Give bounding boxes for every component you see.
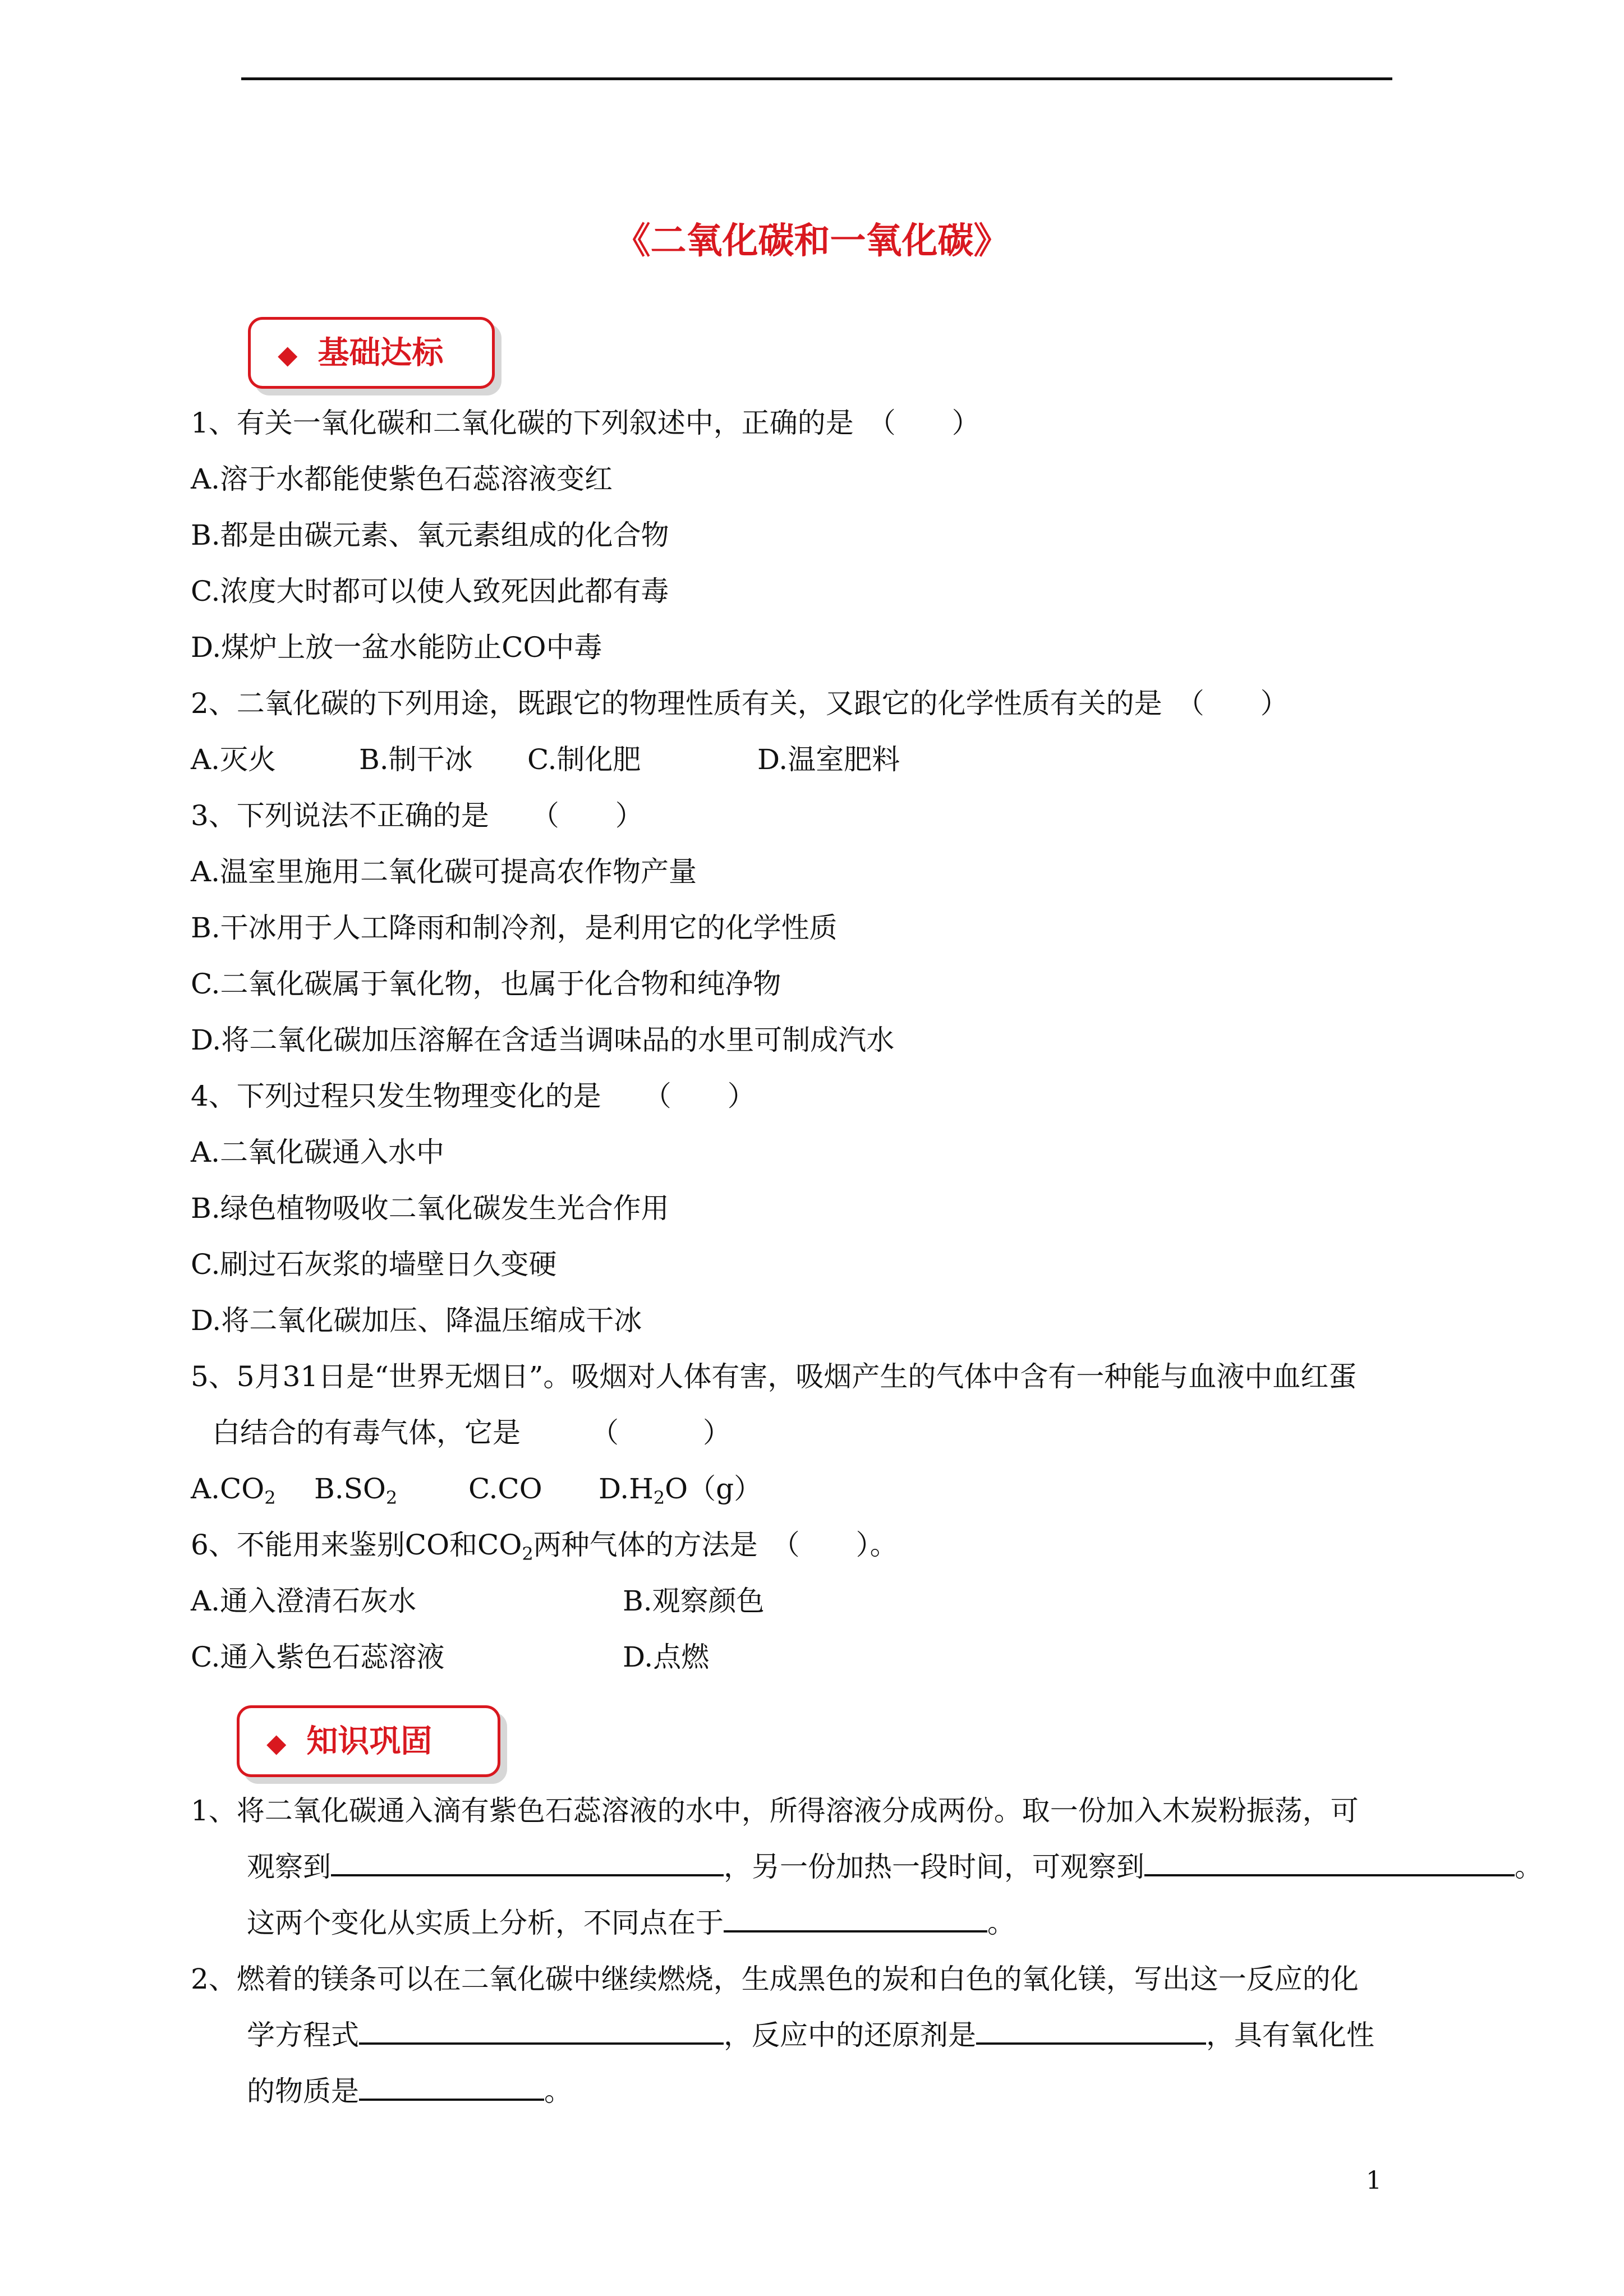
page-number: 1 xyxy=(1366,2166,1382,2195)
consolidate-1-line2: 观察到 ，另一份加热一段时间，可观察到 。 xyxy=(247,1840,1543,1894)
question-6-stem: 6、不能用来鉴别CO和$CO_2$两种气体的方法是 （ ）。 xyxy=(191,1529,898,1565)
question-4-option-c: C.刷过石灰浆的墙壁日久变硬 xyxy=(191,1248,557,1281)
question-6-options-row1 xyxy=(191,1574,765,1628)
question-1-stem: 1、有关一氧化碳和二氧化碳的下列叙述中，正确的是 （ ） xyxy=(191,407,980,439)
question-2-option-d: D.温室肥料 xyxy=(757,743,900,776)
question-3-stem: 3、下列说法不正确的是 （ ） xyxy=(191,799,643,832)
question-6-option-d: D.点燃 xyxy=(623,1641,710,1673)
section-label: 知识巩固 xyxy=(306,1723,433,1760)
question-6-options-row2 xyxy=(191,1630,709,1684)
answer-blank[interactable] xyxy=(331,1843,724,1876)
question-5-stem-line1: 5、5月31日是“世界无烟日”。吸烟对人体有害，吸烟产生的气体中含有一种能与血液中血红蛋 xyxy=(191,1360,1357,1393)
question-5-options xyxy=(191,1462,762,1525)
question-4-option-b: B.绿色植物吸收二氧化碳发生光合作用 xyxy=(191,1192,669,1225)
question-5-option-a: $A.CO_2$ xyxy=(191,1473,276,1508)
question-1-option-a: A.溶于水都能使紫色石蕊溶液变红 xyxy=(191,463,613,495)
question-3-option-a: A.温室里施用二氧化碳可提高农作物产量 xyxy=(191,855,697,888)
consolidate-2-line1: 2、燃着的镁条可以在二氧化碳中继续燃烧，生成黑色的炭和白色的氧化镁，写出这一反应的化 xyxy=(191,1963,1359,1995)
consolidate-1-line1: 1、将二氧化碳通入滴有紫色石蕊溶液的水中，所得溶液分成两份。取一份加入木炭粉振荡，可 xyxy=(191,1795,1359,1827)
question-3-option-c: C.二氧化碳属于氧化物，也属于化合物和纯净物 xyxy=(191,968,781,1000)
question-1-option-b: B.都是由碳元素、氧元素组成的化合物 xyxy=(191,519,669,551)
section-tag-consolidate xyxy=(237,1705,500,1777)
question-5-option-b: $B.SO_2$ xyxy=(314,1473,398,1508)
answer-blank[interactable] xyxy=(359,2067,544,2101)
question-6-option-a: A.通入澄清石灰水 xyxy=(191,1585,417,1617)
question-2-option-c: C.制化肥 xyxy=(527,743,641,776)
answer-blank[interactable] xyxy=(976,2011,1206,2045)
section-label: 基础达标 xyxy=(318,334,444,371)
question-2-option-a: A.灭火 xyxy=(191,743,277,776)
question-5-option-d: $D.H_2O(g)$ xyxy=(599,1473,762,1508)
consolidate-2-line3: 的物质是 。 xyxy=(247,2064,572,2118)
question-2-option-b: B.制干冰 xyxy=(359,743,473,776)
question-3-option-d: D.将二氧化碳加压溶解在含适当调味品的水里可制成汽水 xyxy=(191,1024,895,1056)
question-6-option-c: C.通入紫色石蕊溶液 xyxy=(191,1641,445,1673)
question-1-option-d: D.煤炉上放一盆水能防止CO中毒 xyxy=(191,631,602,664)
question-1-option-c: C.浓度大时都可以使人致死因此都有毒 xyxy=(191,575,669,608)
question-5-stem-line2: 白结合的有毒气体，它是 （ ） xyxy=(212,1416,731,1449)
question-4-option-a: A.二氧化碳通入水中 xyxy=(191,1136,445,1168)
question-5-option-c: C.CO xyxy=(468,1473,542,1505)
question-4-option-d: D.将二氧化碳加压、降温压缩成干冰 xyxy=(191,1304,642,1337)
question-4-stem: 4、下列过程只发生物理变化的是 （ ） xyxy=(191,1080,756,1112)
diamond-icon: ◆ xyxy=(278,339,298,370)
question-3-option-b: B.干冰用于人工降雨和制冷剂，是利用它的化学性质 xyxy=(191,912,838,944)
question-6-option-b: B.观察颜色 xyxy=(623,1585,765,1617)
question-2-stem: 2、二氧化碳的下列用途，既跟它的物理性质有关，又跟它的化学性质有关的是 （ ） xyxy=(191,687,1289,720)
section-tag-basic xyxy=(248,317,495,389)
document-title: 《二氧化碳和一氧化碳》 xyxy=(614,220,1010,262)
answer-blank[interactable] xyxy=(359,2011,724,2045)
consolidate-1-line3: 这两个变化从实质上分析，不同点在于 。 xyxy=(247,1896,1015,1950)
diamond-icon: ◆ xyxy=(266,1728,287,1758)
answer-blank[interactable] xyxy=(1144,1843,1515,1876)
question-2-options xyxy=(191,733,900,786)
answer-blank[interactable] xyxy=(724,1899,987,1932)
consolidate-2-line2: 学方程式 ，反应中的还原剂是 ，具有氧化性 xyxy=(247,2008,1374,2062)
header-rule xyxy=(241,77,1392,80)
